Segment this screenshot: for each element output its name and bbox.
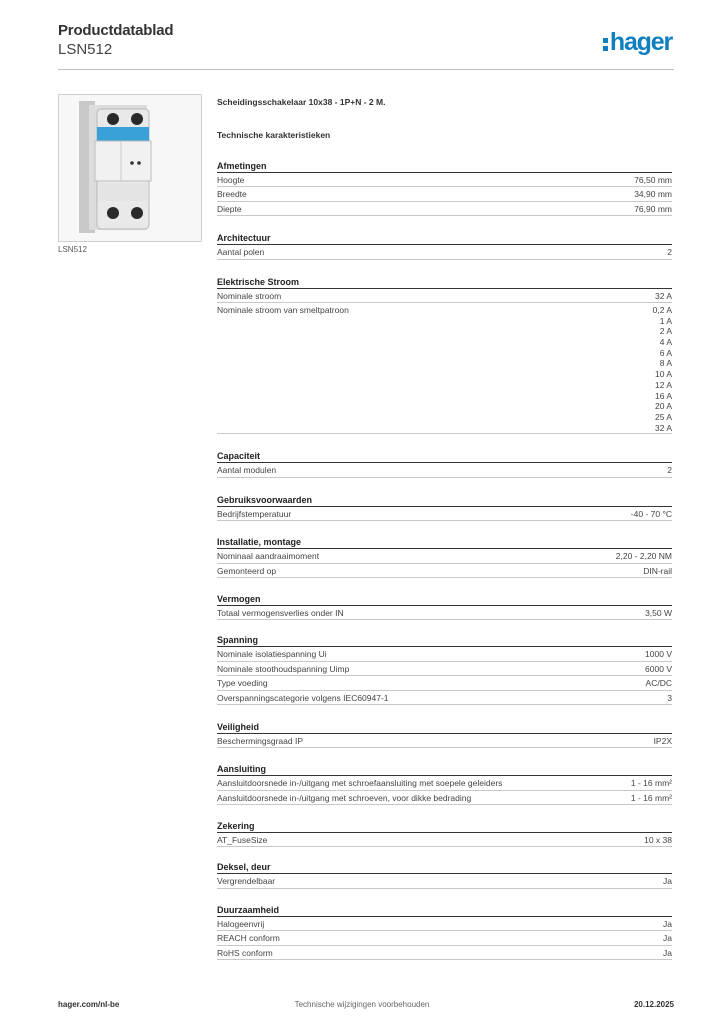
spec-value-line: 25 A <box>654 411 672 422</box>
spec-value-line: 1 - 16 mm² <box>630 778 672 789</box>
spec-label: Nominale isolatiespanning Ui <box>217 649 327 660</box>
spec-value-line: Ja <box>663 876 672 887</box>
spec-row <box>217 463 672 477</box>
spec-group-title: Zekering <box>217 821 672 833</box>
spec-row <box>217 606 672 620</box>
spec-label: REACH conform <box>217 933 280 944</box>
spec-row <box>217 874 672 888</box>
spec-row <box>217 662 672 676</box>
spec-group-title: Duurzaamheid <box>217 905 672 917</box>
spec-label: Breedte <box>217 189 247 200</box>
product-image-caption: LSN512 <box>58 245 87 254</box>
spec-value-line: 16 A <box>654 390 672 401</box>
spec-group-title: Veiligheid <box>217 722 672 734</box>
spec-label: Beschermingsgraad IP <box>217 735 303 746</box>
spec-label: Overspanningscategorie volgens IEC60947-1 <box>217 692 389 703</box>
spec-label: Aansluitdoorsnede in-/uitgang met schroefaansluiting met soepele geleiders <box>217 778 503 789</box>
spec-value <box>644 835 672 846</box>
spec-value-line: 10 A <box>654 369 672 380</box>
spec-value-line: Ja <box>663 918 672 929</box>
spec-groups <box>217 161 672 960</box>
spec-label: Diepte <box>217 203 242 214</box>
spec-group-title: Elektrische Stroom <box>217 277 672 289</box>
spec-row <box>217 833 672 847</box>
spec-row <box>217 676 672 690</box>
spec-row <box>217 507 672 521</box>
spec-value <box>663 933 672 944</box>
spec-label: Gemonteerd op <box>217 565 277 576</box>
spec-group <box>217 905 672 960</box>
spec-group-title: Deksel, deur <box>217 862 672 874</box>
spec-group <box>217 161 672 216</box>
spec-row <box>217 734 672 748</box>
logo-colon-mark <box>603 34 608 50</box>
spec-value <box>616 551 672 562</box>
spec-group <box>217 722 672 748</box>
spec-label: AT_FuseSize <box>217 835 268 846</box>
spec-row <box>217 187 672 201</box>
spec-value <box>663 919 672 930</box>
spec-label: Halogeenvrij <box>217 918 265 929</box>
spec-row <box>217 691 672 705</box>
spec-group <box>217 862 672 888</box>
spec-row <box>217 173 672 187</box>
spec-label: Type voeding <box>217 678 268 689</box>
spec-value-line: 76,90 mm <box>634 203 672 214</box>
spec-value-line: 76,50 mm <box>634 175 672 185</box>
spec-value <box>631 793 672 804</box>
spec-value <box>654 736 672 747</box>
spec-group-title: Installatie, montage <box>217 537 672 549</box>
spec-value <box>634 204 672 215</box>
fuse-holder-illustration <box>59 95 202 242</box>
spec-group-title: Gebruiksvoorwaarden <box>217 495 672 507</box>
spec-value-line: DIN-rail <box>643 565 672 576</box>
product-description: Scheidingsschakelaar 10x38 - 1P+N - 2 M. <box>217 97 386 107</box>
spec-value-line: 3,50 W <box>645 607 672 618</box>
spec-group <box>217 451 672 477</box>
spec-group <box>217 594 672 620</box>
spec-value <box>643 566 672 577</box>
spec-value <box>663 876 672 887</box>
spec-value-line: -40 - 70 °C <box>630 508 672 519</box>
spec-value-line: 1 A <box>659 315 672 326</box>
spec-group <box>217 537 672 578</box>
hager-logo <box>603 28 672 56</box>
spec-value <box>634 189 672 200</box>
spec-label: Totaal vermogensverlies onder IN <box>217 607 344 618</box>
spec-row <box>217 202 672 216</box>
page-header <box>58 22 674 70</box>
spec-value-line: 2 <box>667 465 672 476</box>
spec-group-title: Capaciteit <box>217 451 672 463</box>
spec-value-line: 2 <box>667 247 672 258</box>
spec-label: Nominale stroom van smeltpatroon <box>217 304 349 315</box>
spec-label: Aantal modulen <box>217 465 277 476</box>
spec-value-line: 2,20 - 2,20 NM <box>615 551 672 562</box>
spec-value <box>667 693 672 704</box>
spec-row <box>217 289 672 303</box>
spec-value-line: 3 <box>667 692 672 703</box>
spec-value <box>645 649 672 660</box>
spec-value <box>663 948 672 959</box>
spec-value <box>667 247 672 258</box>
spec-value-line: 34,90 mm <box>634 189 672 200</box>
spec-group <box>217 495 672 521</box>
spec-group <box>217 821 672 847</box>
section-heading: Technische karakteristieken <box>217 130 331 140</box>
spec-value <box>667 465 672 476</box>
footer-website: hager.com/nl-be <box>58 1000 120 1009</box>
spec-value-line: 32 A <box>654 422 672 433</box>
spec-value-line: AC/DC <box>645 678 672 689</box>
spec-group <box>217 635 672 705</box>
spec-value-line: 32 A <box>654 290 672 301</box>
spec-group-title: Architectuur <box>217 233 672 245</box>
spec-value <box>631 778 672 789</box>
spec-value-line: Ja <box>663 933 672 944</box>
spec-value-line: 1 - 16 mm² <box>630 792 672 803</box>
spec-label: Aansluitdoorsnede in-/uitgang met schroeven, voor dikke bedrading <box>217 792 472 803</box>
spec-value-line: 1000 V <box>645 649 672 660</box>
spec-value-line: 20 A <box>654 401 672 412</box>
spec-group-title: Aansluiting <box>217 764 672 776</box>
spec-row <box>217 564 672 578</box>
spec-row <box>217 917 672 931</box>
spec-group <box>217 277 672 435</box>
spec-label: Nominale stroom <box>217 290 282 301</box>
spec-row <box>217 931 672 945</box>
spec-group <box>217 764 672 805</box>
spec-value <box>653 305 672 433</box>
spec-row <box>217 776 672 790</box>
spec-label: Nominaal aandraaimoment <box>217 551 320 562</box>
spec-value <box>645 608 672 619</box>
spec-label: Nominale stoothoudspanning Uimp <box>217 663 350 674</box>
footer-notice: Technische wijzigingen voorbehouden <box>294 1000 430 1009</box>
spec-value-line: IP2X <box>653 735 672 746</box>
spec-value <box>646 678 672 689</box>
spec-value-line: 12 A <box>654 379 672 390</box>
spec-value <box>631 509 672 520</box>
spec-label: RoHS conform <box>217 947 273 958</box>
spec-label: Vergrendelbaar <box>217 876 276 887</box>
spec-label: Aantal polen <box>217 247 265 258</box>
spec-row <box>217 946 672 960</box>
product-image <box>58 94 202 242</box>
spec-value-line: Ja <box>663 947 672 958</box>
spec-value-line: 8 A <box>659 358 672 369</box>
spec-group-title: Spanning <box>217 635 672 647</box>
spec-value <box>645 664 672 675</box>
spec-value-line: 6000 V <box>645 663 672 674</box>
spec-value-line: 0,2 A <box>652 304 672 315</box>
spec-value-line: 10 x 38 <box>644 835 672 846</box>
spec-group <box>217 233 672 259</box>
spec-value <box>634 175 672 186</box>
spec-row <box>217 303 672 434</box>
spec-group-title: Vermogen <box>217 594 672 606</box>
spec-label: Bedrijfstemperatuur <box>217 508 292 519</box>
logo-text: hager <box>609 28 672 56</box>
spec-row <box>217 245 672 259</box>
footer-date: 20.12.2025 <box>633 1000 674 1009</box>
product-code: LSN512 <box>58 41 113 58</box>
spec-row <box>217 549 672 563</box>
spec-row <box>217 791 672 805</box>
spec-content <box>217 96 672 960</box>
spec-value <box>655 291 672 302</box>
spec-value-line: 4 A <box>659 337 672 348</box>
spec-group-title: Afmetingen <box>217 161 672 173</box>
spec-label: Hoogte <box>217 175 245 185</box>
spec-value-line: 2 A <box>659 326 672 337</box>
document-title: Productdatablad <box>58 22 174 39</box>
spec-row <box>217 647 672 661</box>
spec-value-line: 6 A <box>659 347 672 358</box>
